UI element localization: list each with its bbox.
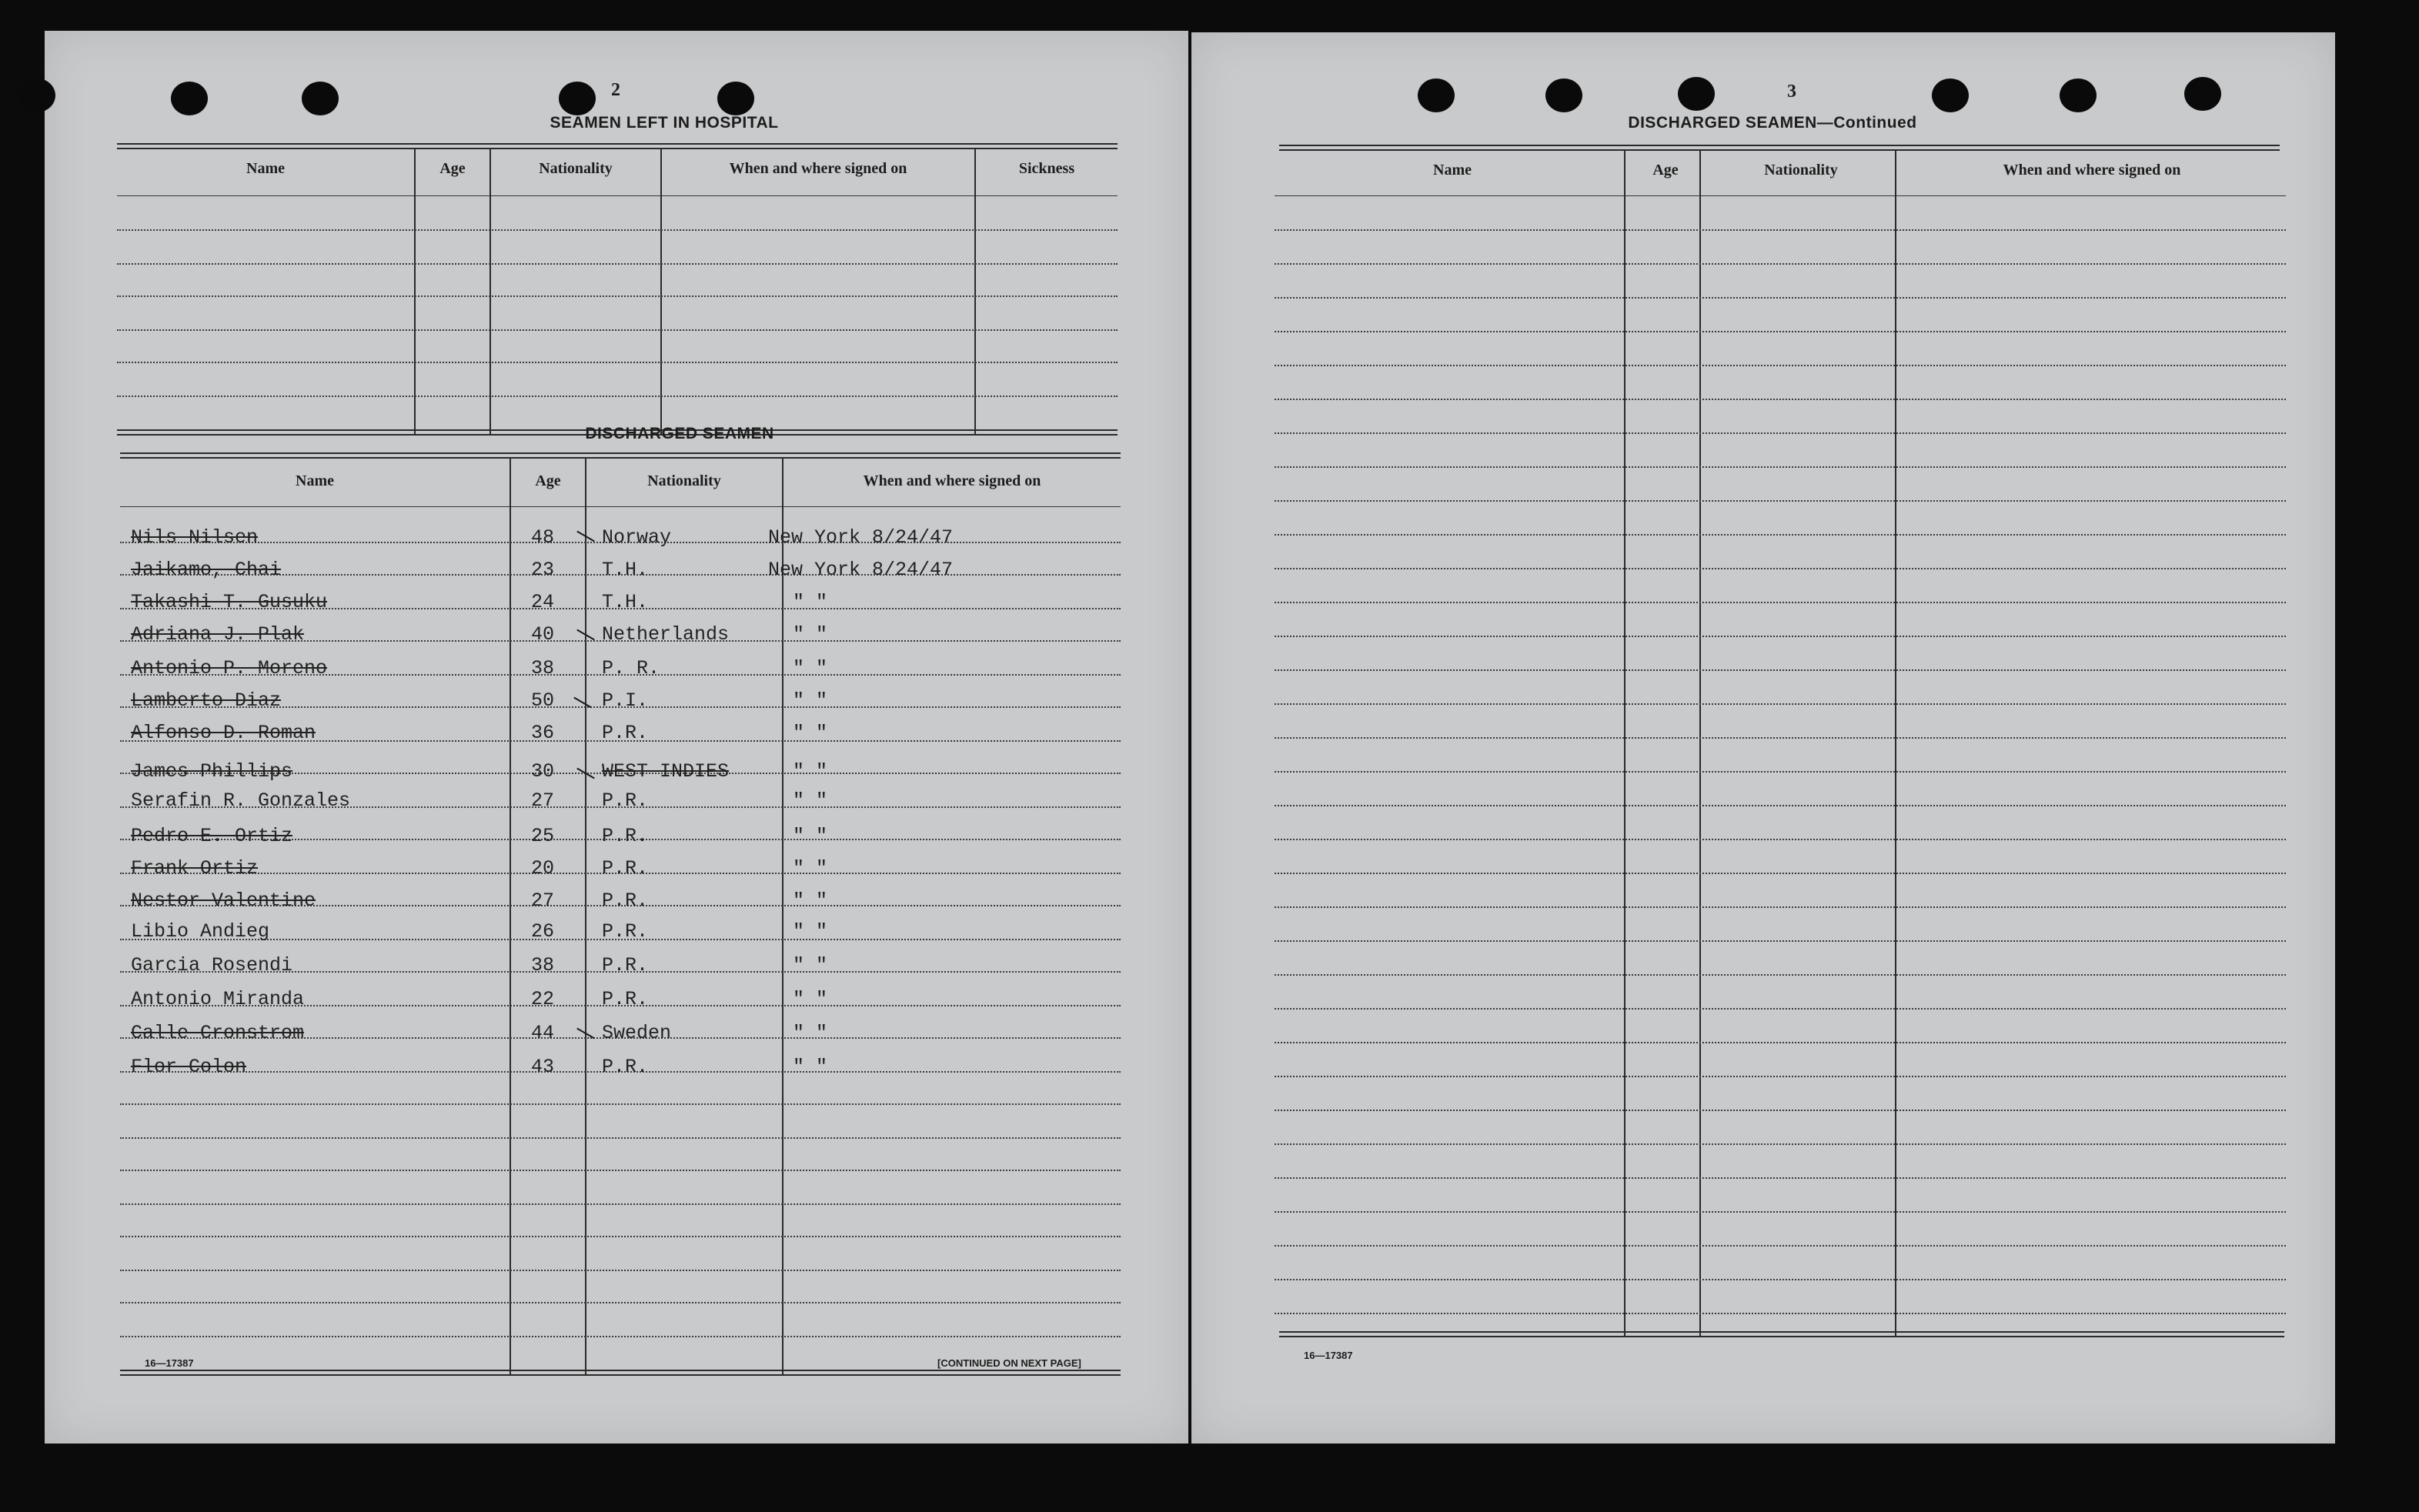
seaman-nationality: P.R. [602, 988, 649, 1010]
column-header-age: Age [1652, 162, 1679, 179]
ruled-line [1275, 873, 2286, 874]
ruled-line [1275, 906, 2286, 908]
ruled-line [1275, 602, 2286, 603]
seaman-name: Libio Andieg [131, 920, 270, 943]
column-divider [585, 459, 586, 1376]
ruled-line [1275, 229, 2286, 231]
seaman-signed-on: " " [793, 591, 828, 613]
ruled-line [1275, 263, 2286, 265]
seaman-age: 30 [531, 760, 555, 783]
punch-hole [1678, 77, 1715, 111]
ruled-line [120, 1236, 1121, 1237]
table-top-rule [117, 148, 1118, 149]
seaman-name: Antonio P. Moreno [131, 657, 328, 679]
seaman-nationality: WEST INDIES [602, 760, 730, 783]
ruled-line [120, 1203, 1121, 1205]
column-header-sickness: Sickness [1018, 160, 1075, 177]
seaman-age: 20 [531, 857, 555, 879]
table-bottom-rule [120, 1374, 1121, 1376]
seaman-age: 38 [531, 657, 555, 679]
column-header-age: Age [535, 472, 561, 489]
seaman-nationality: T.H. [602, 591, 649, 613]
table-top-rule [1279, 145, 2280, 146]
seaman-signed-on: New York 8/24/47 [768, 559, 954, 581]
seaman-name: Takashi T. Gusuku [131, 591, 328, 613]
page-number: 2 [611, 80, 620, 100]
table-bottom-rule [1279, 1331, 2284, 1333]
seaman-age: 27 [531, 890, 555, 912]
seaman-name: Flor Colon [131, 1056, 247, 1078]
seaman-age: 36 [531, 722, 555, 744]
seaman-name: Pedro E. Ortiz [131, 825, 293, 847]
column-header-nationality: Nationality [539, 160, 613, 177]
ruled-line [1275, 1177, 2286, 1179]
seaman-age: 38 [531, 954, 555, 976]
ruled-line [117, 263, 1118, 265]
ruled-line [1275, 297, 2286, 299]
seaman-age: 23 [531, 559, 555, 581]
punch-hole [2184, 77, 2221, 111]
seaman-nationality: T.H. [602, 559, 649, 581]
seaman-signed-on: " " [793, 825, 828, 847]
seaman-signed-on: " " [793, 689, 828, 712]
ruled-line [120, 1137, 1121, 1139]
ruled-line [1275, 432, 2286, 434]
seaman-age: 44 [531, 1022, 555, 1044]
table-top-rule [120, 457, 1121, 459]
table-top-rule [117, 143, 1118, 145]
punch-hole [1545, 78, 1582, 112]
ruled-line [1275, 636, 2286, 637]
seaman-signed-on: " " [793, 988, 828, 1010]
seaman-nationality: Sweden [602, 1022, 672, 1044]
seaman-age: 48 [531, 526, 555, 549]
column-header-name: Name [1433, 162, 1472, 179]
ruled-line [120, 1170, 1121, 1171]
column-header-nationality: Nationality [647, 472, 721, 489]
seaman-signed-on: " " [793, 857, 828, 879]
column-divider [782, 459, 784, 1376]
form-number: 16—17387 [145, 1357, 194, 1369]
seaman-signed-on: " " [793, 890, 828, 912]
seaman-name: Alfonso D. Roman [131, 722, 316, 744]
seaman-name: Nils Nilsen [131, 526, 259, 549]
ruled-line [117, 396, 1118, 397]
form-number: 16—17387 [1304, 1350, 1353, 1361]
seaman-nationality: P.R. [602, 857, 649, 879]
punch-hole [717, 82, 754, 115]
seaman-nationality: P.R. [602, 1056, 649, 1078]
ruled-line [1275, 669, 2286, 671]
seaman-signed-on: " " [793, 920, 828, 943]
ruled-line [1275, 399, 2286, 400]
seaman-name: Garcia Rosendi [131, 954, 293, 976]
ruled-line [1275, 1008, 2286, 1010]
column-header-signed-on: When and where signed on [863, 472, 1041, 489]
seaman-age: 43 [531, 1056, 555, 1078]
punch-hole [302, 82, 339, 115]
seaman-signed-on: " " [793, 789, 828, 812]
column-header-nationality: Nationality [1764, 162, 1838, 179]
column-header-signed-on: When and where signed on [729, 160, 907, 177]
seaman-name: Serafin R. Gonzales [131, 789, 351, 812]
seaman-signed-on: " " [793, 1022, 828, 1044]
ruled-line [1275, 974, 2286, 976]
seaman-age: 24 [531, 591, 555, 613]
ruled-line [117, 295, 1118, 297]
ruled-line [120, 1103, 1121, 1105]
ruled-line [1275, 1313, 2286, 1314]
seaman-age: 40 [531, 623, 555, 646]
continued-note: [CONTINUED ON NEXT PAGE] [937, 1357, 1081, 1369]
ruled-line [1275, 1279, 2286, 1280]
right-page [1191, 32, 2335, 1444]
column-header-age: Age [439, 160, 466, 177]
seaman-nationality: P.R. [602, 954, 649, 976]
ruled-line [1275, 365, 2286, 366]
ruled-line [1275, 1143, 2286, 1145]
discharged-section-title: DISCHARGED SEAMEN [585, 425, 774, 442]
ruled-line [1275, 771, 2286, 773]
header-rule [1275, 195, 2286, 196]
punch-hole [18, 78, 55, 112]
seaman-name: Calle Cronstrom [131, 1022, 305, 1044]
hospital-section-title: SEAMEN LEFT IN HOSPITAL [550, 114, 779, 132]
seaman-age: 27 [531, 789, 555, 812]
header-rule [120, 506, 1121, 507]
seaman-nationality: P.R. [602, 789, 649, 812]
seaman-name: Lamberto Diaz [131, 689, 282, 712]
column-divider [660, 149, 662, 434]
column-header-name: Name [296, 472, 334, 489]
seaman-nationality: P.R. [602, 722, 649, 744]
table-top-rule [120, 452, 1121, 454]
ruled-line [120, 1336, 1121, 1337]
ruled-line [1275, 1211, 2286, 1213]
ruled-line [1275, 940, 2286, 942]
seaman-name: James Phillips [131, 760, 293, 783]
ruled-line [1275, 1110, 2286, 1111]
ruled-line [117, 329, 1118, 331]
seaman-age: 26 [531, 920, 555, 943]
seaman-nationality: P. R. [602, 657, 660, 679]
seaman-name: Antonio Miranda [131, 988, 305, 1010]
seaman-nationality: Netherlands [602, 623, 730, 646]
ruled-line [1275, 737, 2286, 739]
page-number: 3 [1787, 82, 1796, 102]
punch-hole [1932, 78, 1969, 112]
punch-hole [1418, 78, 1455, 112]
ruled-line [1275, 1042, 2286, 1043]
seaman-nationality: P.R. [602, 825, 649, 847]
seaman-nationality: P.R. [602, 890, 649, 912]
ruled-line [1275, 500, 2286, 502]
column-divider [414, 149, 416, 434]
ruled-line [120, 1302, 1121, 1303]
seaman-age: 22 [531, 988, 555, 1010]
seaman-signed-on: " " [793, 657, 828, 679]
ruled-line [1275, 534, 2286, 536]
seaman-name: Nestor Valentine [131, 890, 316, 912]
column-header-signed-on: When and where signed on [2003, 162, 2181, 179]
seaman-signed-on: " " [793, 760, 828, 783]
column-divider [1895, 151, 1896, 1336]
ruled-line [1275, 331, 2286, 332]
column-divider [1624, 151, 1625, 1336]
section-title: DISCHARGED SEAMEN—Continued [1628, 114, 1917, 132]
table-top-rule [1279, 149, 2280, 151]
seaman-nationality: P.I. [602, 689, 649, 712]
column-divider [510, 459, 511, 1376]
seaman-age: 50 [531, 689, 555, 712]
ruled-line [117, 362, 1118, 363]
seaman-signed-on: " " [793, 623, 828, 646]
table-bottom-rule [120, 1370, 1121, 1371]
punch-hole [2060, 78, 2097, 112]
punch-hole [171, 82, 208, 115]
table-bottom-rule [1279, 1336, 2284, 1337]
seaman-nationality: Norway [602, 526, 672, 549]
ruled-line [120, 1270, 1121, 1271]
column-header-name: Name [246, 160, 285, 177]
column-divider [1699, 151, 1701, 1336]
ruled-line [1275, 703, 2286, 705]
punch-hole [559, 82, 596, 115]
seaman-signed-on: " " [793, 722, 828, 744]
ruled-line [1275, 1245, 2286, 1247]
ruled-line [1275, 1076, 2286, 1077]
seaman-signed-on: " " [793, 1056, 828, 1078]
ruled-line [117, 229, 1118, 231]
header-rule [117, 195, 1118, 196]
seaman-signed-on: " " [793, 954, 828, 976]
seaman-signed-on: New York 8/24/47 [768, 526, 954, 549]
seaman-age: 25 [531, 825, 555, 847]
ruled-line [1275, 466, 2286, 468]
seaman-name: Frank Ortiz [131, 857, 259, 879]
seaman-name: Jaikamo, Chai [131, 559, 282, 581]
ruled-line [1275, 839, 2286, 840]
column-divider [974, 149, 976, 434]
ruled-line [1275, 805, 2286, 806]
left-page [45, 31, 1188, 1444]
seaman-nationality: P.R. [602, 920, 649, 943]
seaman-name: Adriana J. Plak [131, 623, 305, 646]
column-divider [489, 149, 491, 434]
ruled-line [1275, 568, 2286, 569]
